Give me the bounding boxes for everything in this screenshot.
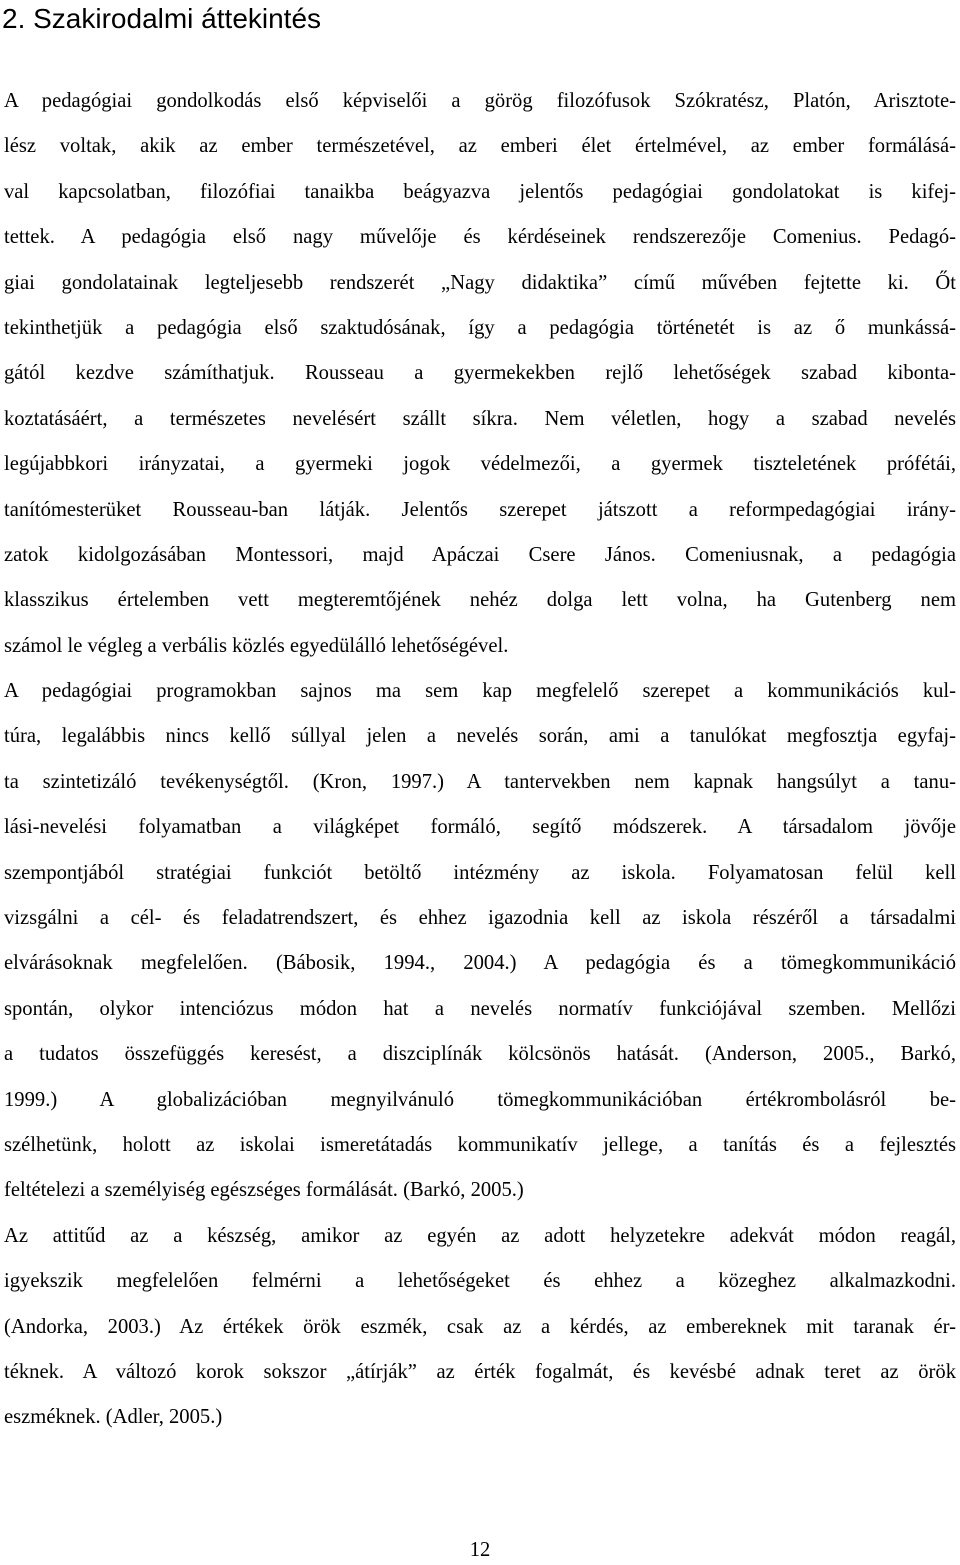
paragraph xyxy=(4,79,956,669)
text-line: lási-nevelési folyamatban a világképet formáló, segítő módszerek. A társadalom jövője xyxy=(4,816,956,839)
text-line: ta szintetizáló tevékenységtől. (Kron, 1997.) A tantervekben nem kapnak hangsúlyt a tanu- xyxy=(4,770,956,793)
text-line: legújabbkori irányzatai, a gyermeki jogok védelmezői, a gyermek tiszteletének prófétái, xyxy=(4,453,956,476)
text-line: gától kezdve számíthatjuk. Rousseau a gyermekekben rejlő lehetőségek szabad kibonta- xyxy=(4,362,956,385)
text-line: (Andorka, 2003.) Az értékek örök eszmék, csak az a kérdés, az embereknek mit taranak ér- xyxy=(4,1315,956,1338)
paragraph xyxy=(4,1214,956,1441)
text-line: túra, legalábbis nincs kellő súllyal jelen a nevelés során, ami a tanulókat megfosztja egyfaj- xyxy=(4,725,956,748)
text-line: 1999.) A globalizációban megnyilvánuló tömegkommunikációban értékrombolásról be- xyxy=(4,1088,956,1111)
text-line: A pedagógiai gondolkodás első képviselői a görög filozófusok Szókratész, Platón, Arisztote- xyxy=(4,90,956,112)
text-line: A pedagógiai programokban sajnos ma sem kap megfelelő szerepet a kommunikációs kul- xyxy=(4,680,956,703)
text-line: spontán, olykor intenciózus módon hat a nevelés normatív funkciójával szemben. Mellőzi xyxy=(4,997,956,1020)
text-line: zatok kidolgozásában Montessori, majd Apáczai Csere János. Comeniusnak, a pedagógia xyxy=(4,543,956,566)
text-line: koztatásáért, a természetes nevelésért szállt síkra. Nem véletlen, hogy a szabad nevelés xyxy=(4,407,956,430)
paragraph xyxy=(4,669,956,1214)
body-text xyxy=(4,79,956,1441)
text-line: elvárásoknak megfelelően. (Bábosik, 1994., 2004.) A pedagógia és a tömegkommunikáció xyxy=(4,952,956,975)
text-line: számol le végleg a verbális közlés egyedülálló lehetőségével. xyxy=(4,634,509,657)
text-line: tanítómesterüket Rousseau-ban látják. Jelentős szerepet játszott a reformpedagógiai irány- xyxy=(4,498,956,521)
text-line: eszméknek. (Adler, 2005.) xyxy=(4,1406,223,1429)
page-number: 12 xyxy=(469,1539,491,1561)
text-line: tekinthetjük a pedagógia első szaktudósának, így a pedagógia történetét is az ő munkássá- xyxy=(4,316,956,339)
text-line: tettek. A pedagógia első nagy művelője és kérdéseinek rendszerezője Comenius. Pedagó- xyxy=(4,226,956,249)
text-line: vizsgálni a cél- és feladatrendszert, és ehhez igazodnia kell az iskola részéről a társadalmi xyxy=(4,907,956,930)
text-line: Az attitűd az a készség, amikor az egyén az adott helyzetekre adekvát módon reagál, xyxy=(4,1224,956,1247)
section-heading: 2. Szakirodalmi áttekintés xyxy=(2,3,322,34)
text-line: feltételezi a személyiség egészséges formálását. (Barkó, 2005.) xyxy=(4,1179,524,1202)
text-line: lész voltak, akik az ember természetével, az emberi élet értelmével, az ember formálásá- xyxy=(4,135,956,158)
text-line: igyekszik megfelelően felmérni a lehetőségeket és ehhez a közeghez alkalmazkodni. xyxy=(4,1270,956,1293)
text-line: a tudatos összefüggés keresést, a diszciplínák kölcsönös hatását. (Anderson, 2005., Barkó, xyxy=(4,1043,956,1066)
text-line: klasszikus értelemben vett megteremtőjének nehéz dolga lett volna, ha Gutenberg nem xyxy=(4,589,956,612)
text-line: téknek. A változó korok sokszor „átírják” az érték fogalmát, és kevésbé adnak teret az örök xyxy=(4,1360,956,1383)
text-line: val kapcsolatban, filozófiai tanaikba beágyazva jelentős pedagógiai gondolatokat is kifej- xyxy=(4,180,956,203)
text-line: giai gondolatainak legteljesebb rendszerét „Nagy didaktika” című művében fejtette ki. Őt xyxy=(4,271,956,294)
text-line: szélhetünk, holott az iskolai ismeretátadás kommunikatív jellege, a tanítás és a fejlesztés xyxy=(4,1133,956,1156)
text-line: szempontjából stratégiai funkciót betöltő intézmény az iskola. Folyamatosan felül kell xyxy=(4,861,956,884)
